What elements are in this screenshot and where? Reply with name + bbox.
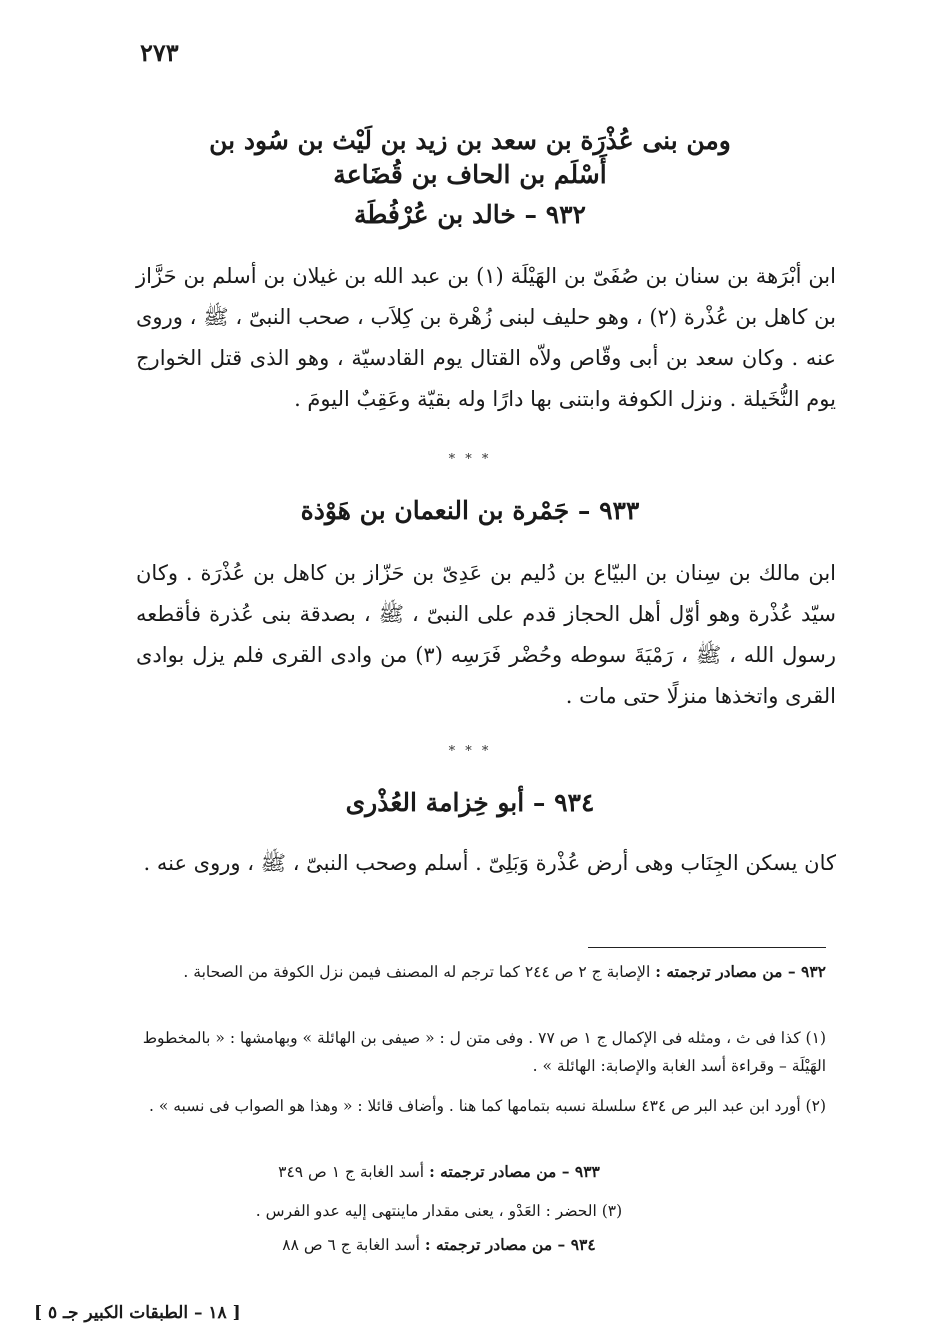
footnote-label: ٩٣٣ – من مصادر ترجمته : — [429, 1162, 600, 1181]
footnote-1: (١) كذا فى ث ، ومثله فى الإكمال ج ١ ص ٧٧ . وفى متن ل : « صيفى بن الهائلة » وبهامشها : « بالمخطوط الهَيْلَة – وقراءة أسد الغابة والإصابة: الهائلة » . — [142, 1029, 826, 1075]
footnote-sources-932 — [132, 958, 826, 986]
entry-text-933: ابن مالك بن سِنان بن البيّاع بن دُليم بن عَدِىّ بن حَزّاز بن كاهل بن عُذْرَة . وكان سيّد عُذْرة وهو أوّل أهل الحجاز قدم على النبىّ ، ﷺ ، بصدقة بنى عُذرة فأقطعه رسول الله ، ﷺ ، رَمْيَةَ سوطه وحُضْر فَرَسِه (٣) من وادى القرى فلم يزل بوادى القرى واتخذها منزلًا حتى مات . — [136, 561, 836, 708]
entry-text-934: كان يسكن الجِنَاب وهى أرض عُذْرة وَبَلِىّ . أسلم وصحب النبىّ ، ﷺ ، وروى عنه . — [143, 851, 836, 875]
entry-title-934: ٩٣٤ – أبو خِزامة العُذْرى — [345, 788, 595, 817]
footnote-text: أسد الغابة ج ٦ ص ٨٨ — [282, 1236, 420, 1254]
section-heading — [100, 124, 840, 192]
entry-text-932: ابن أبْرَهة بن سنان بن صُفَىّ بن الهَيْلَة (١) بن عبد الله بن غيلان بن أسلم بن حَزَّاز بن كاهل بن عُذْرة (٢) ، وهو حليف لبنى زُهْرة بن كِلاَب ، صحب النبىّ ، ﷺ ، وروى عنه . وكان سعد بن أبى وقّاص ولاّه القتال يوم القادسيّة ، وهو الذى قتل الخوارج يوم النُّخَيلة . ونزل الكوفة وابتنى بها دارًا وله بقيّة وعَقِبٌ اليومَ . — [136, 264, 836, 411]
footnote-3: (٣) الحضر : العَدْو ، يعنى مقدار ماينتهى إليه عدو الفرس . — [255, 1202, 623, 1220]
page-number: ٢٧٣ — [140, 38, 179, 67]
separator-stars: * * * — [448, 452, 492, 467]
footnote-2: (٢) أورد ابن عبد البر ص ٤٣٤ سلسلة نسبه بتمامها كما هنا . وأضاف قائلا : « وهذا هو الصواب فى نسبه » . — [148, 1097, 826, 1115]
entry-title-932: ٩٣٢ – خالد بن عُرْفُطَة — [354, 200, 586, 229]
section-heading-line-2: أَسْلَم بن الحاف بن قُضَاعة — [333, 160, 607, 189]
footnote-divider — [588, 947, 826, 948]
section-heading-line-1: ومن بنى عُذْرَة بن سعد بن زيد بن لَيْث بن سُود بن — [209, 126, 731, 155]
footnote-text: الإصابة ج ٢ ص ٢٤٤ كما ترجم له المصنف فيمن نزل الكوفة من الصحابة . — [183, 963, 651, 981]
footnote-label: ٩٣٤ – من مصادر ترجمته : — [424, 1235, 596, 1254]
footnote-text: أسد الغابة ج ١ ص ٣٤٩ — [278, 1163, 425, 1181]
footnote-label: ٩٣٢ – من مصادر ترجمته : — [655, 962, 826, 981]
entry-title-933: ٩٣٣ – جَمْرة بن النعمان بن هَوْذة — [300, 496, 640, 525]
running-footer: [ ١٨ – الطبقات الكبير جـ ٥ ] — [34, 1303, 241, 1323]
footnote-sources-934 — [132, 1231, 826, 1259]
separator-stars: * * * — [448, 744, 492, 759]
footnote-sources-933 — [132, 1158, 826, 1186]
